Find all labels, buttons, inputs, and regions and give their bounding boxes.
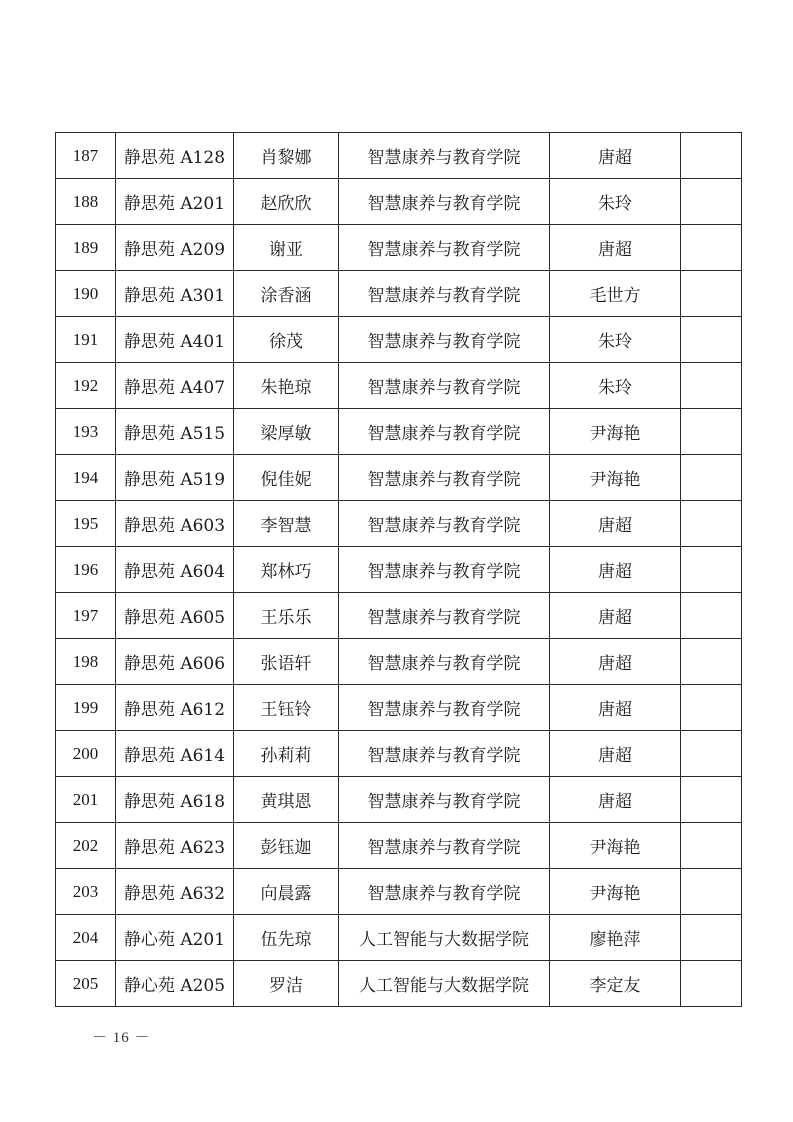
- counselor-cell: 唐超: [550, 685, 681, 731]
- counselor-cell: 朱玲: [550, 317, 681, 363]
- row-number-cell: 202: [56, 823, 116, 869]
- counselor-cell: 唐超: [550, 593, 681, 639]
- college-cell: 智慧康养与教育学院: [339, 685, 550, 731]
- table-row: [56, 179, 742, 225]
- dorm-room-cell: 静思苑 A606: [116, 639, 234, 685]
- row-number-cell: 204: [56, 915, 116, 961]
- student-name-cell: 郑林巧: [234, 547, 339, 593]
- counselor-cell: 尹海艳: [550, 455, 681, 501]
- row-number-cell: 187: [56, 133, 116, 179]
- row-number-cell: 193: [56, 409, 116, 455]
- row-number-cell: 194: [56, 455, 116, 501]
- table-row: [56, 547, 742, 593]
- counselor-cell: 唐超: [550, 777, 681, 823]
- counselor-cell: 毛世方: [550, 271, 681, 317]
- row-number-cell: 203: [56, 869, 116, 915]
- table-row: [56, 823, 742, 869]
- dorm-room-cell: 静心苑 A201: [116, 915, 234, 961]
- student-name-cell: 王钰铃: [234, 685, 339, 731]
- dorm-room-cell: 静思苑 A603: [116, 501, 234, 547]
- student-name-cell: 罗洁: [234, 961, 339, 1007]
- college-cell: 人工智能与大数据学院: [339, 961, 550, 1007]
- counselor-cell: 李定友: [550, 961, 681, 1007]
- row-number-cell: 188: [56, 179, 116, 225]
- remark-cell: [681, 363, 742, 409]
- table-row: [56, 271, 742, 317]
- page-number: － 16 －: [92, 1030, 151, 1046]
- college-cell: 智慧康养与教育学院: [339, 133, 550, 179]
- counselor-cell: 廖艳萍: [550, 915, 681, 961]
- table-row: [56, 915, 742, 961]
- counselor-cell: 唐超: [550, 133, 681, 179]
- student-name-cell: 徐茂: [234, 317, 339, 363]
- table-row: [56, 363, 742, 409]
- college-cell: 智慧康养与教育学院: [339, 363, 550, 409]
- table-row: [56, 685, 742, 731]
- row-number-cell: 205: [56, 961, 116, 1007]
- table-row: [56, 639, 742, 685]
- dorm-room-cell: 静思苑 A632: [116, 869, 234, 915]
- row-number-cell: 200: [56, 731, 116, 777]
- table-row: [56, 961, 742, 1007]
- counselor-cell: 朱玲: [550, 179, 681, 225]
- dorm-room-cell: 静思苑 A201: [116, 179, 234, 225]
- table-row: [56, 593, 742, 639]
- counselor-cell: 唐超: [550, 547, 681, 593]
- student-name-cell: 赵欣欣: [234, 179, 339, 225]
- remark-cell: [681, 501, 742, 547]
- remark-cell: [681, 869, 742, 915]
- college-cell: 智慧康养与教育学院: [339, 593, 550, 639]
- remark-cell: [681, 225, 742, 271]
- table-row: [56, 317, 742, 363]
- college-cell: 智慧康养与教育学院: [339, 547, 550, 593]
- student-name-cell: 谢亚: [234, 225, 339, 271]
- counselor-cell: 唐超: [550, 501, 681, 547]
- dorm-room-cell: 静思苑 A519: [116, 455, 234, 501]
- counselor-cell: 唐超: [550, 731, 681, 777]
- counselor-cell: 尹海艳: [550, 869, 681, 915]
- row-number-cell: 190: [56, 271, 116, 317]
- remark-cell: [681, 547, 742, 593]
- roster-body: [56, 133, 742, 1007]
- college-cell: 智慧康养与教育学院: [339, 455, 550, 501]
- student-name-cell: 王乐乐: [234, 593, 339, 639]
- college-cell: 智慧康养与教育学院: [339, 225, 550, 271]
- college-cell: 智慧康养与教育学院: [339, 409, 550, 455]
- table-row: [56, 501, 742, 547]
- table-row: [56, 731, 742, 777]
- student-name-cell: 李智慧: [234, 501, 339, 547]
- remark-cell: [681, 317, 742, 363]
- dorm-room-cell: 静思苑 A604: [116, 547, 234, 593]
- dorm-room-cell: 静思苑 A605: [116, 593, 234, 639]
- remark-cell: [681, 777, 742, 823]
- row-number-cell: 196: [56, 547, 116, 593]
- college-cell: 智慧康养与教育学院: [339, 777, 550, 823]
- college-cell: 智慧康养与教育学院: [339, 869, 550, 915]
- remark-cell: [681, 133, 742, 179]
- table-row: [56, 455, 742, 501]
- row-number-cell: 191: [56, 317, 116, 363]
- row-number-cell: 199: [56, 685, 116, 731]
- remark-cell: [681, 455, 742, 501]
- dorm-room-cell: 静思苑 A209: [116, 225, 234, 271]
- counselor-cell: 唐超: [550, 639, 681, 685]
- remark-cell: [681, 823, 742, 869]
- table-row: [56, 869, 742, 915]
- student-name-cell: 彭钰迦: [234, 823, 339, 869]
- dorm-room-cell: 静心苑 A205: [116, 961, 234, 1007]
- student-name-cell: 孙莉莉: [234, 731, 339, 777]
- college-cell: 智慧康养与教育学院: [339, 179, 550, 225]
- table-row: [56, 409, 742, 455]
- college-cell: 智慧康养与教育学院: [339, 823, 550, 869]
- remark-cell: [681, 731, 742, 777]
- row-number-cell: 192: [56, 363, 116, 409]
- student-name-cell: 伍先琼: [234, 915, 339, 961]
- student-name-cell: 朱艳琼: [234, 363, 339, 409]
- remark-cell: [681, 961, 742, 1007]
- student-name-cell: 倪佳妮: [234, 455, 339, 501]
- college-cell: 智慧康养与教育学院: [339, 731, 550, 777]
- counselor-cell: 朱玲: [550, 363, 681, 409]
- counselor-cell: 尹海艳: [550, 409, 681, 455]
- dorm-room-cell: 静思苑 A515: [116, 409, 234, 455]
- dorm-room-cell: 静思苑 A301: [116, 271, 234, 317]
- dorm-room-cell: 静思苑 A623: [116, 823, 234, 869]
- college-cell: 智慧康养与教育学院: [339, 501, 550, 547]
- dormitory-roster-table: [55, 132, 742, 1007]
- table-row: [56, 777, 742, 823]
- dorm-room-cell: 静思苑 A614: [116, 731, 234, 777]
- dorm-room-cell: 静思苑 A407: [116, 363, 234, 409]
- table-row: [56, 133, 742, 179]
- remark-cell: [681, 179, 742, 225]
- row-number-cell: 198: [56, 639, 116, 685]
- student-name-cell: 向晨露: [234, 869, 339, 915]
- counselor-cell: 唐超: [550, 225, 681, 271]
- dorm-room-cell: 静思苑 A401: [116, 317, 234, 363]
- dorm-room-cell: 静思苑 A128: [116, 133, 234, 179]
- college-cell: 智慧康养与教育学院: [339, 639, 550, 685]
- student-name-cell: 黄琪恩: [234, 777, 339, 823]
- student-name-cell: 梁厚敏: [234, 409, 339, 455]
- remark-cell: [681, 271, 742, 317]
- row-number-cell: 195: [56, 501, 116, 547]
- college-cell: 人工智能与大数据学院: [339, 915, 550, 961]
- counselor-cell: 尹海艳: [550, 823, 681, 869]
- table-row: [56, 225, 742, 271]
- remark-cell: [681, 639, 742, 685]
- row-number-cell: 201: [56, 777, 116, 823]
- college-cell: 智慧康养与教育学院: [339, 317, 550, 363]
- dorm-room-cell: 静思苑 A618: [116, 777, 234, 823]
- remark-cell: [681, 915, 742, 961]
- college-cell: 智慧康养与教育学院: [339, 271, 550, 317]
- remark-cell: [681, 593, 742, 639]
- student-name-cell: 张语轩: [234, 639, 339, 685]
- dorm-room-cell: 静思苑 A612: [116, 685, 234, 731]
- row-number-cell: 197: [56, 593, 116, 639]
- remark-cell: [681, 409, 742, 455]
- student-name-cell: 肖黎娜: [234, 133, 339, 179]
- student-name-cell: 涂香涵: [234, 271, 339, 317]
- row-number-cell: 189: [56, 225, 116, 271]
- remark-cell: [681, 685, 742, 731]
